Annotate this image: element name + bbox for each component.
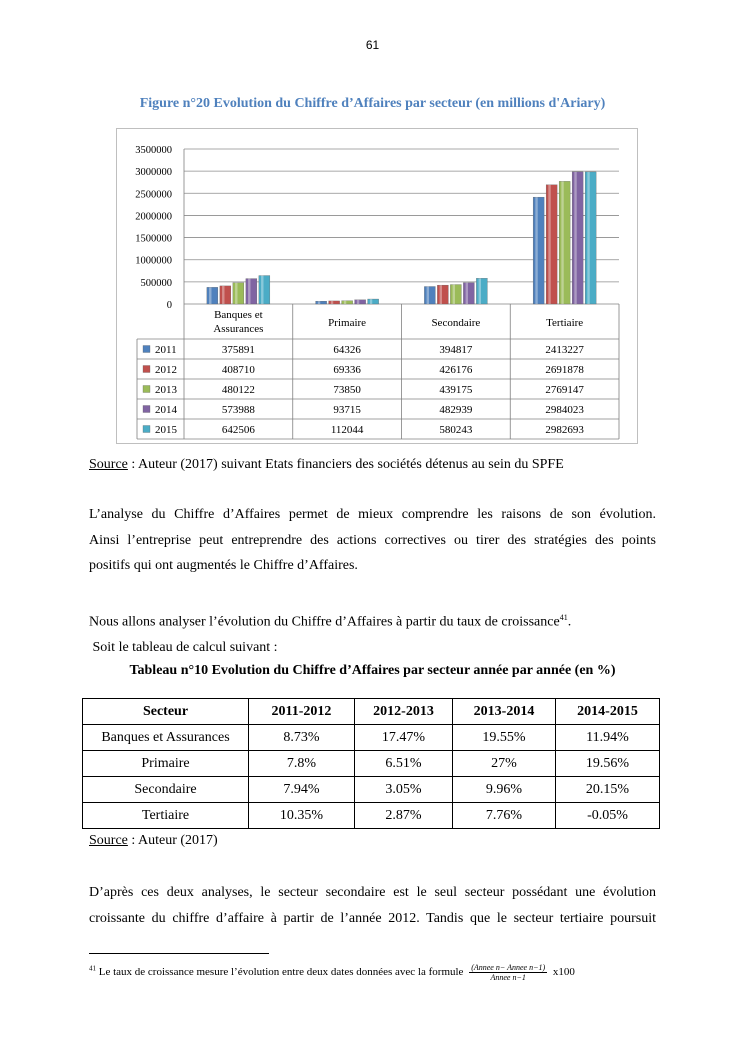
table-cell: 8.73% (249, 725, 355, 751)
table-value: 480122 (221, 384, 255, 396)
bar (476, 278, 487, 304)
table-cell: 2.87% (355, 803, 453, 829)
paragraph-line: D’après ces deux analyses, le secteur secondaire est le seul secteur possédant une évolution (89, 885, 656, 900)
paragraph-end: . (567, 614, 572, 630)
footnote-suffix: x100 (550, 966, 575, 979)
page-number: 61 (365, 38, 380, 52)
table-value: 2984023 (545, 404, 584, 416)
legend-label: 2013 (155, 384, 177, 396)
table-cell: 3.05% (355, 777, 453, 803)
paragraph-growth (89, 605, 656, 661)
bar (572, 172, 583, 304)
bar-highlight (235, 283, 237, 304)
source-text: : Auteur (2017) (127, 833, 218, 848)
table-value: 482939 (439, 404, 473, 416)
bar (355, 300, 366, 304)
footnote-formula (469, 963, 547, 982)
bar-highlight (261, 276, 263, 304)
table-cell: 7.94% (249, 777, 355, 803)
table-cell: Primaire (83, 751, 249, 777)
table-value: 375891 (221, 344, 255, 356)
table-row (83, 725, 660, 751)
bar (533, 197, 544, 304)
table-cell: Secondaire (83, 777, 249, 803)
bar-highlight (318, 301, 320, 304)
table-title: Tableau n°10 Evolution du Chiffre d’Affaires par secteur année par année (en %) (129, 663, 616, 678)
legend-label: 2012 (155, 364, 177, 376)
legend-swatch (143, 426, 150, 433)
paragraph-line: croissante du chiffre d’affaire à partir de l’année 2012. Tandis que le secteur tertiaire poursuit (89, 910, 656, 926)
header-cell: 2014-2015 (556, 699, 660, 725)
footnote-ref: 41 (559, 613, 568, 622)
chart-container (116, 128, 638, 444)
table-value: 69336 (333, 364, 361, 376)
bar (463, 283, 474, 304)
paragraph-analysis (89, 502, 656, 579)
bar-highlight (222, 286, 224, 304)
bar-highlight (466, 283, 468, 304)
bar-highlight (587, 172, 589, 304)
table-cell: 7.76% (453, 803, 556, 829)
table-value: 73850 (333, 384, 361, 396)
legend-swatch (143, 406, 150, 413)
bar-highlight (479, 278, 481, 304)
table-cell: 10.35% (249, 803, 355, 829)
table-row (83, 777, 660, 803)
table-value: 2413227 (545, 344, 584, 356)
table-value: 2982693 (545, 424, 584, 436)
source-label: Source (89, 833, 128, 848)
table-cell: -0.05% (556, 803, 660, 829)
y-tick-label: 2500000 (135, 189, 172, 201)
paragraph-line: L’analyse du Chiffre d’Affaires permet de mieux comprendre les raisons de son évolution. (89, 507, 656, 522)
table-cell: 17.47% (355, 725, 453, 751)
source-label: Source (89, 457, 128, 472)
y-tick-label: 1500000 (135, 233, 172, 245)
legend-label: 2011 (155, 344, 177, 356)
category-label: Primaire (328, 317, 367, 329)
table-cell: 27% (453, 751, 556, 777)
footnote-text: Le taux de croissance mesure l’évolution entre deux dates données avec la formule (96, 966, 467, 979)
table-row (83, 751, 660, 777)
table-value: 394817 (439, 344, 473, 356)
bar-highlight (248, 279, 250, 304)
table-value: 426176 (439, 364, 473, 376)
table-row (83, 803, 660, 829)
bar (316, 301, 327, 304)
legend-swatch (143, 346, 150, 353)
formula-numerator: (Annee n− Annee n−1) (471, 963, 546, 972)
figure-title: Figure n°20 Evolution du Chiffre d’Affaires par secteur (en millions d'Ariary) (139, 96, 606, 111)
bar (220, 286, 231, 304)
header-cell: 2012-2013 (355, 699, 453, 725)
table-source (89, 833, 218, 849)
bar-highlight (453, 285, 455, 304)
category-label: Tertiaire (546, 317, 584, 329)
table-cell: Banques et Assurances (83, 725, 249, 751)
source-text: : Auteur (2017) suivant Etats financiers des sociétés détenus au sein du SPFE (127, 457, 564, 472)
table-value: 642506 (221, 424, 255, 436)
y-tick-label: 3500000 (135, 145, 172, 156)
bar (424, 287, 435, 304)
figure-source (89, 457, 564, 473)
category-label: Secondaire (431, 317, 481, 329)
footnote-number: 41 (89, 964, 96, 973)
bar (207, 287, 218, 304)
y-tick-label: 1000000 (135, 255, 172, 267)
table-value: 439175 (439, 384, 473, 396)
category-label: Assurances (213, 323, 264, 335)
growth-table (82, 698, 660, 829)
table-value: 112044 (330, 424, 364, 436)
bar-highlight (209, 287, 211, 304)
category-label: Banques et (214, 309, 263, 321)
y-tick-label: 3000000 (135, 167, 172, 179)
table-cell: 19.56% (556, 751, 660, 777)
bar (246, 279, 257, 304)
table-cell: 6.51% (355, 751, 453, 777)
bar-chart (117, 129, 637, 443)
bar (450, 285, 461, 304)
paragraph-line: Ainsi l’entreprise peut entreprendre des actions correctives ou tirer des stratégies des points (89, 532, 656, 548)
table-header-row (83, 699, 660, 725)
table-cell: 11.94% (556, 725, 660, 751)
table-value: 580243 (439, 424, 473, 436)
paragraph-line: positifs qui ont augmentés le Chiffre d’Affaires. (89, 558, 358, 573)
legend-label: 2014 (155, 404, 177, 416)
paragraph-line: Soit le tableau de calcul suivant : (89, 640, 278, 656)
header-cell: 2013-2014 (453, 699, 556, 725)
bar (259, 276, 270, 304)
table-value: 2769147 (545, 384, 584, 396)
bar-highlight (535, 197, 537, 304)
footnote-separator (89, 953, 269, 954)
legend-swatch (143, 386, 150, 393)
table-cell: 19.55% (453, 725, 556, 751)
table-value: 408710 (221, 364, 255, 376)
table-value: 573988 (221, 404, 255, 416)
legend-swatch (143, 366, 150, 373)
bar (342, 301, 353, 304)
table-value: 93715 (333, 404, 361, 416)
bar-highlight (561, 181, 563, 304)
paragraph-line (89, 605, 656, 635)
y-tick-label: 0 (166, 300, 172, 311)
table-value: 64326 (333, 344, 361, 356)
header-cell: 2011-2012 (249, 699, 355, 725)
formula-denominator: Annee n−1 (490, 973, 526, 982)
table-cell: 7.8% (249, 751, 355, 777)
bar (437, 285, 448, 304)
table-cell: 20.15% (556, 777, 660, 803)
bar (368, 299, 379, 304)
header-cell: Secteur (83, 699, 249, 725)
footnote (89, 963, 689, 982)
table-cell: 9.96% (453, 777, 556, 803)
bar (546, 185, 557, 304)
bar (233, 283, 244, 304)
bar-highlight (440, 285, 442, 304)
bar-highlight (548, 185, 550, 304)
bar (559, 181, 570, 304)
y-tick-label: 500000 (140, 277, 172, 289)
table-cell: Tertiaire (83, 803, 249, 829)
paragraph-conclusion (89, 880, 656, 931)
bar-highlight (427, 287, 429, 304)
bar-highlight (344, 301, 346, 304)
bar (329, 301, 340, 304)
paragraph-text: Nous allons analyser l’évolution du Chiffre d’Affaires à partir du taux de croissance (89, 614, 560, 630)
bar (585, 172, 596, 304)
bar-highlight (574, 172, 576, 304)
bar-highlight (370, 299, 372, 304)
y-tick-label: 2000000 (135, 211, 172, 223)
legend-label: 2015 (155, 424, 177, 436)
bar-highlight (331, 301, 333, 304)
bar-highlight (357, 300, 359, 304)
table-value: 2691878 (545, 364, 584, 376)
